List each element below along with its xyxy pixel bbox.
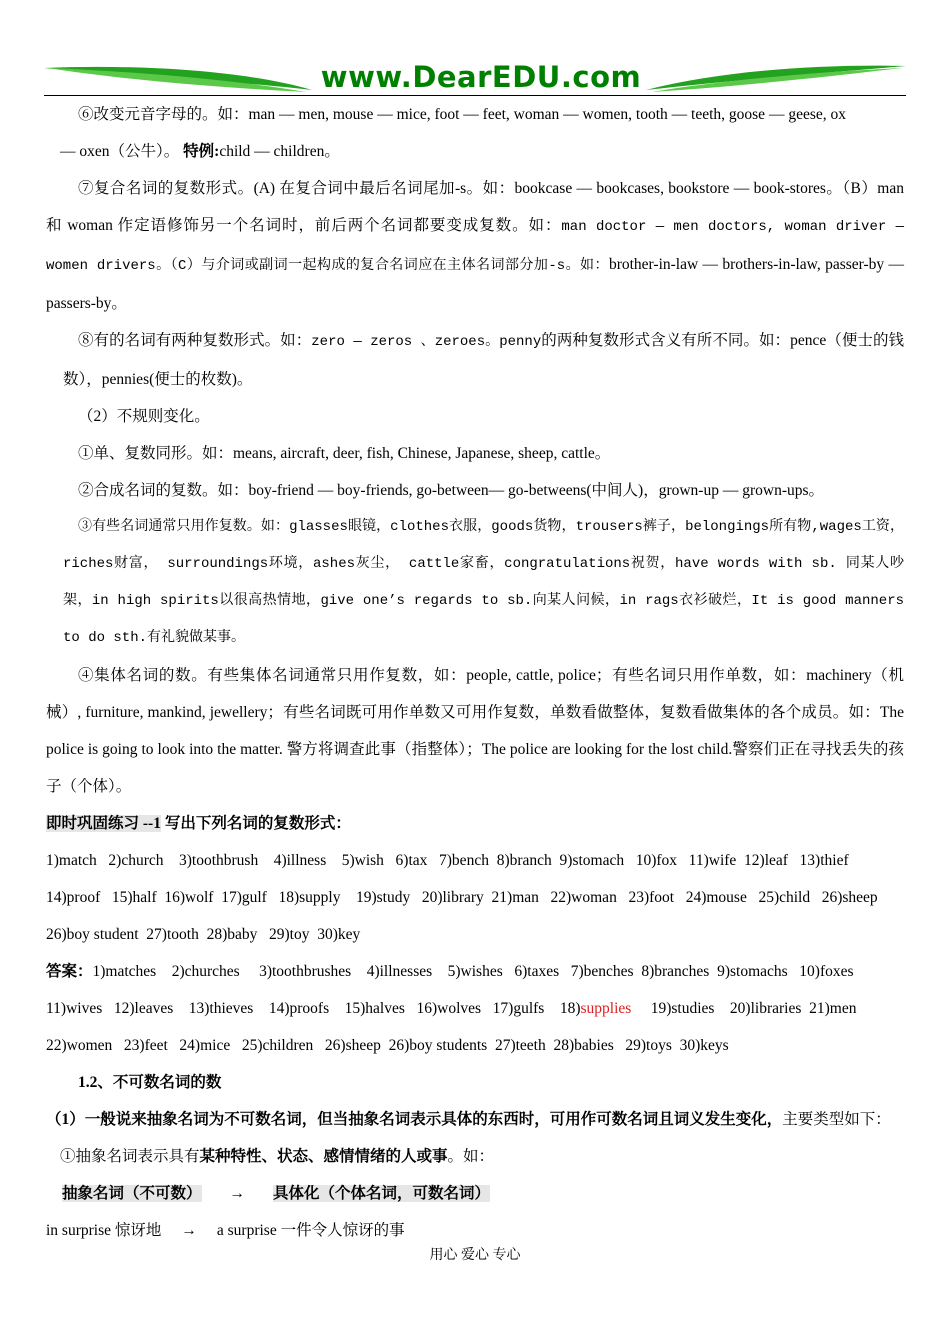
example-left: in surprise 惊讶地 <box>46 1222 162 1239</box>
section-para-1-bold: （1）一般说来抽象名词为不可数名词，但当抽象名词表示具体的东西时，可用作可数名词且词义发生变化， <box>46 1111 783 1128</box>
section-para-2-bold: 某种特性、状态、感情情绪的人或事 <box>199 1148 448 1165</box>
rule-7-example: brother-in-law — brothers-in-law, passer-by — passers-by。 <box>46 256 904 312</box>
section-para-2 <box>46 1138 904 1175</box>
answer-highlight-red: supplies <box>580 1000 632 1017</box>
special-case-label: 特例: <box>183 143 220 160</box>
irregular-title: （2）不规则变化。 <box>78 408 210 425</box>
example-right: a surprise 一件令人惊讶的事 <box>216 1222 405 1239</box>
exercise-answers <box>46 953 904 1064</box>
rule-8-text: ⑧有的名词有两种复数形式。如： <box>78 332 312 349</box>
rule-6-cont <box>46 133 904 170</box>
contrast-example-row <box>46 1212 904 1249</box>
answer-label: 答案： <box>46 963 93 980</box>
section-para-1-rest: 主要类型如下： <box>782 1111 891 1128</box>
rule-6-text: ⑥改变元音字母的。如：man — men, mouse — mice, foot — feet, woman — women, tooth — teeth, goose — geese, ox <box>78 106 846 123</box>
section-para-1 <box>46 1101 904 1138</box>
document-body <box>46 96 904 1249</box>
exercise-title-highlight: 即时巩固练习 --1 <box>46 815 161 832</box>
section-para-2-post: 。如： <box>447 1148 495 1165</box>
rule-8-example: 的两种复数形式含义有所不同。如：pence（便士的钱数），pennies(便士的枚数)。 <box>63 332 905 388</box>
rule-6-text-2: — oxen（公牛）。 <box>60 143 180 160</box>
rule-8-mono: zero — zeros 、zeroes。penny <box>311 334 542 350</box>
answer-text: 1)matches 2)churches 3)toothbrushes 4)illnesses 5)wishes 6)taxes 7)benches 8)branches 9)stomachs 10)foxes 11)wives 12)leaves 13)thieves 14)proofs 15)halves 16)wolves 17)gulfs 18) <box>46 963 866 1017</box>
answer-text-2: 19)studies 20)libraries 21)men 22)women 23)feet 24)mice 25)children 26)sheep 26)boy students 27)teeth 28)babies 29)toys 30)keys <box>46 1000 865 1054</box>
rule-8 <box>46 322 904 398</box>
exercise-items: 1)match 2)church 3)toothbrush 4)illness 5)wish 6)tax 7)bench 8)branch 9)stomach 10)fox 11)wife 12)leaf 13)thief 14)proof 15)half 16)wolf 17)gulf 18)supply 19)study 20)library 21)man 22)woman 23)foot 24)mouse 25)child 26)sheep 26)boy student 27)tooth 28)baby 29)toy 30)key <box>46 852 890 943</box>
rule-7 <box>46 170 904 322</box>
arrow-icon: → <box>229 1185 246 1202</box>
irregular-2: ②合成名词的复数。如：boy-friend — boy-friends, go-between— go-betweens(中间人)，grown-up — grown-ups。 <box>78 482 825 499</box>
irregular-1: ①单、复数同形。如：means, aircraft, deer, fish, Chinese, Japanese, sheep, cattle。 <box>78 445 611 462</box>
irregular-4: ④集体名词的数。有些集体名词通常只用作复数，如：people, cattle, police；有些名词只用作单数，如：machinery（机械）, furniture, mankind, jewellery；有些名词既可用作单数又可用作复数，单数看做整体，复数看做集体的各个成员。如：The police is going to look into the matter. 警方将调查此事（指整体）；The police are looking for the lost child.警察们正在寻找丢失的孩子（个体）。 <box>46 667 904 795</box>
rule-6 <box>46 96 904 133</box>
rule-7-text: ⑦复合名词的复数形式。(A) 在复合词中最后名词尾加-s。如：bookcase — bookcases, bookstore — book-stores。（B）man 和 woman 作定语修饰另一个名词时，前后两个名词都要变成复数。如： <box>46 180 904 234</box>
col-abstract-noun: 抽象名词（不可数） <box>62 1185 202 1202</box>
contrast-header-row <box>46 1175 904 1212</box>
col-concrete-noun: 具体化（个体名词，可数名词） <box>273 1185 491 1202</box>
section-title: 1.2、不可数名词的数 <box>78 1074 222 1091</box>
site-logo[interactable]: www.DearEDU.com <box>320 60 642 94</box>
header-banner <box>44 62 906 98</box>
rule-7-mono: man doctor — men doctors, woman driver — women drivers。（C）与介词或副词一起构成的复合名词应在主体名词部分加-s。如： <box>46 219 904 274</box>
exercise-title <box>46 805 904 842</box>
section-para-2-pre: ①抽象名词表示具有 <box>60 1148 200 1165</box>
rule-6-example: child — children。 <box>219 143 340 160</box>
arrow-icon: → <box>181 1222 197 1239</box>
page-footer: 用心 爱心 专心 <box>429 1248 521 1263</box>
exercise-title-rest: 写出下列名词的复数形式： <box>160 815 351 832</box>
irregular-3: ③有些名词通常只用作复数。如：glasses眼镜，clothes衣服，goods货物，trousers裤子，belongings所有物,wages工资，riches财富， surroundings环境，ashes灰尘， cattle家畜，congratulations祝贺，have words with sb. 同某人吵架，in high spirits以很高热情地，give one’s regards to sb.向某人问候，in rags衣衫破烂，It is good manners to do sth.有礼貌做某事。 <box>63 519 904 646</box>
